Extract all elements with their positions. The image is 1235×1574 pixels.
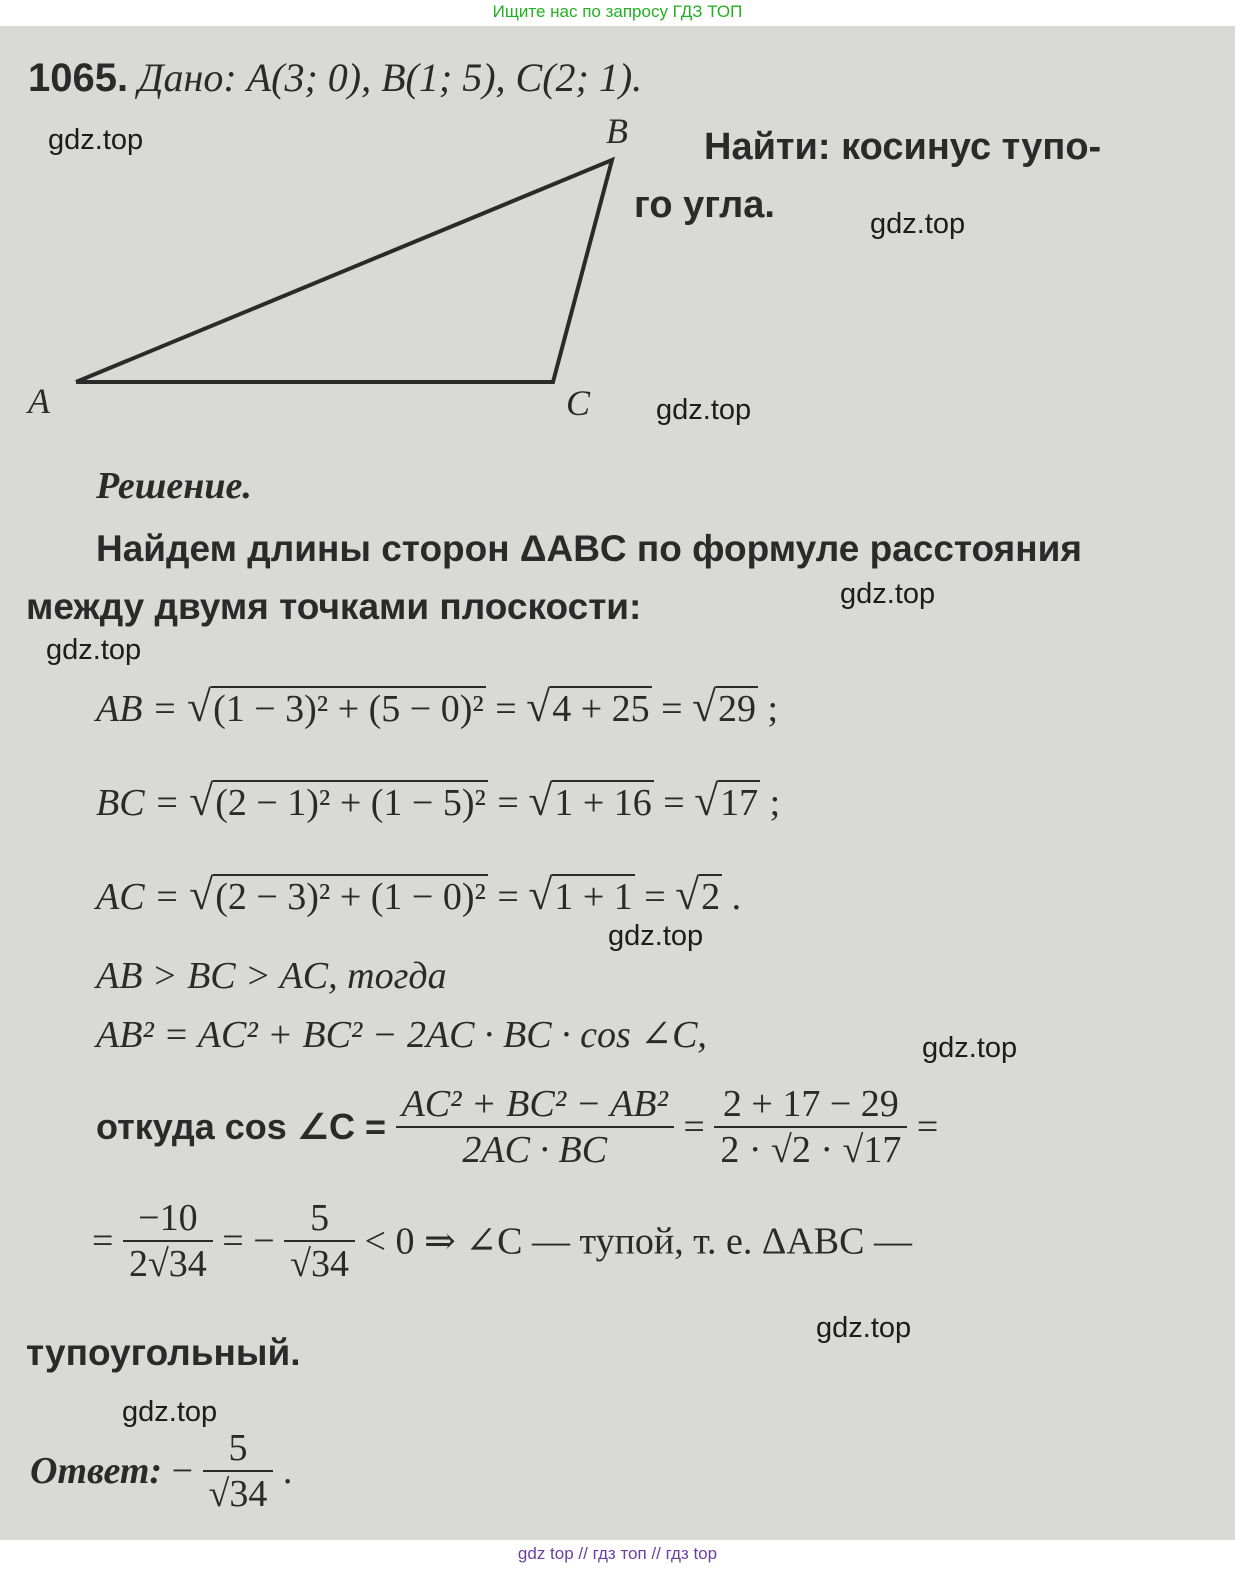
triangle-outline bbox=[76, 160, 612, 382]
ac-end: . bbox=[731, 876, 742, 918]
watermark-3: gdz.top bbox=[656, 394, 752, 426]
answer-fraction bbox=[203, 1426, 274, 1516]
fraction-2 bbox=[714, 1082, 907, 1172]
vertex-label-a: A bbox=[28, 381, 50, 421]
ac-radicand: (2 − 3)² + (1 − 0)² bbox=[215, 876, 486, 918]
ab-lhs: AB = bbox=[96, 688, 178, 730]
answer-den: √34 bbox=[203, 1470, 274, 1516]
solution-heading: Решение. bbox=[96, 465, 252, 507]
bc-radicand-2: 1 + 16 bbox=[554, 782, 652, 824]
conclusion: < 0 ⇒ ∠C — тупой, т. е. ΔABC — bbox=[364, 1220, 912, 1263]
ac-lhs: AC = bbox=[96, 876, 180, 918]
bc-radicand-3: 17 bbox=[720, 782, 759, 824]
fraction-2-num: 2 + 17 − 29 bbox=[722, 1083, 899, 1125]
bc-eq-1: = bbox=[497, 782, 519, 824]
answer-minus: − bbox=[171, 1450, 194, 1492]
watermark-5: gdz.top bbox=[46, 634, 142, 666]
fraction-3 bbox=[123, 1196, 213, 1286]
fraction-3-num: −10 bbox=[138, 1197, 198, 1239]
bc-radicand: (2 − 1)² + (1 − 5)² bbox=[215, 782, 486, 824]
vertex-label-b: B bbox=[606, 111, 628, 151]
formula-ab bbox=[96, 682, 778, 732]
ab-eq-2: = bbox=[661, 688, 683, 730]
bottom-banner[interactable]: gdz top // гдз топ // гдз top bbox=[0, 1540, 1235, 1574]
ab-eq-1: = bbox=[495, 688, 517, 730]
watermark-4: gdz.top bbox=[840, 578, 936, 610]
cos-c-line bbox=[96, 1082, 938, 1172]
ac-radical-2: √1 + 1 bbox=[528, 871, 633, 919]
answer-num: 5 bbox=[228, 1427, 248, 1469]
conclusion-line-2: тупоугольный. bbox=[26, 1332, 301, 1373]
solution-intro-2: между двумя точками плоскости: bbox=[26, 586, 642, 627]
ac-eq-2: = bbox=[644, 876, 666, 918]
eq-sign-end: = bbox=[916, 1106, 939, 1148]
fraction-1-num: AC² + BC² − AB² bbox=[401, 1083, 668, 1125]
eq-sign: = bbox=[683, 1106, 705, 1148]
watermark-9: gdz.top bbox=[122, 1396, 218, 1428]
bc-radical-2: √1 + 16 bbox=[528, 777, 652, 825]
fraction-1-den: 2AC · BC bbox=[396, 1126, 674, 1172]
fraction-4 bbox=[284, 1196, 355, 1286]
ab-radical-2: √4 + 25 bbox=[526, 683, 650, 731]
answer-label: Ответ: bbox=[30, 1450, 163, 1492]
bc-lhs: BC = bbox=[96, 782, 180, 824]
ac-radical: √(2 − 3)² + (1 − 0)² bbox=[189, 871, 486, 919]
ab-end: ; bbox=[767, 688, 779, 730]
problem-number: 1065. bbox=[28, 56, 129, 100]
scanned-page bbox=[0, 26, 1235, 1540]
watermark-2: gdz.top bbox=[870, 208, 966, 240]
formula-bc bbox=[96, 776, 780, 826]
fraction-1 bbox=[396, 1082, 674, 1172]
ac-radicand-3: 2 bbox=[701, 876, 721, 918]
watermark-8: gdz.top bbox=[816, 1312, 912, 1344]
watermark-1: gdz.top bbox=[48, 124, 144, 156]
comparison-line: AB > BC > AC, тогда bbox=[96, 955, 447, 997]
ac-eq-1: = bbox=[497, 876, 519, 918]
ab-radicand: (1 − 3)² + (5 − 0)² bbox=[213, 688, 484, 730]
line-start-eq: = bbox=[92, 1220, 114, 1262]
eq-minus: = − bbox=[222, 1220, 275, 1262]
from-label: откуда cos ∠C = bbox=[96, 1106, 387, 1147]
watermark-6: gdz.top bbox=[608, 920, 704, 952]
bc-radical-3: √17 bbox=[694, 777, 759, 825]
bc-eq-2: = bbox=[663, 782, 685, 824]
ab-radical: √(1 − 3)² + (5 − 0)² bbox=[187, 683, 484, 731]
cosine-law-line: AB² = AC² + BC² − 2AC · BC · cos ∠C, bbox=[96, 1014, 707, 1056]
fraction-2-den: 2 · √2 · √17 bbox=[714, 1126, 907, 1172]
simplify-line bbox=[92, 1196, 912, 1286]
solution-intro-1: Найдем длины сторон ΔABC по формуле расстояния bbox=[96, 528, 1082, 569]
triangle-diagram bbox=[0, 26, 700, 446]
fraction-4-den: √34 bbox=[284, 1240, 355, 1286]
ac-radical-3: √2 bbox=[675, 871, 721, 919]
watermark-7: gdz.top bbox=[922, 1032, 1018, 1064]
ab-radical-3: √29 bbox=[692, 683, 757, 731]
fraction-4-num: 5 bbox=[310, 1197, 330, 1239]
given-text: Дано: A(3; 0), B(1; 5), C(2; 1). bbox=[138, 55, 643, 100]
bc-radical: √(2 − 1)² + (1 − 5)² bbox=[189, 777, 486, 825]
find-line-1: Найти: косинус тупо- bbox=[704, 126, 1102, 168]
bc-end: ; bbox=[769, 782, 781, 824]
fraction-3-den: 2√34 bbox=[123, 1240, 213, 1286]
ab-radicand-3: 29 bbox=[718, 688, 757, 730]
answer-end: . bbox=[282, 1450, 293, 1492]
ac-radicand-2: 1 + 1 bbox=[554, 876, 633, 918]
ab-radicand-2: 4 + 25 bbox=[552, 688, 650, 730]
answer-line bbox=[30, 1426, 292, 1516]
formula-ac bbox=[96, 870, 741, 920]
top-banner[interactable]: Ищите нас по запросу ГДЗ ТОП bbox=[0, 0, 1235, 26]
vertex-label-c: C bbox=[566, 383, 591, 423]
find-line-2: го угла. bbox=[634, 184, 775, 226]
